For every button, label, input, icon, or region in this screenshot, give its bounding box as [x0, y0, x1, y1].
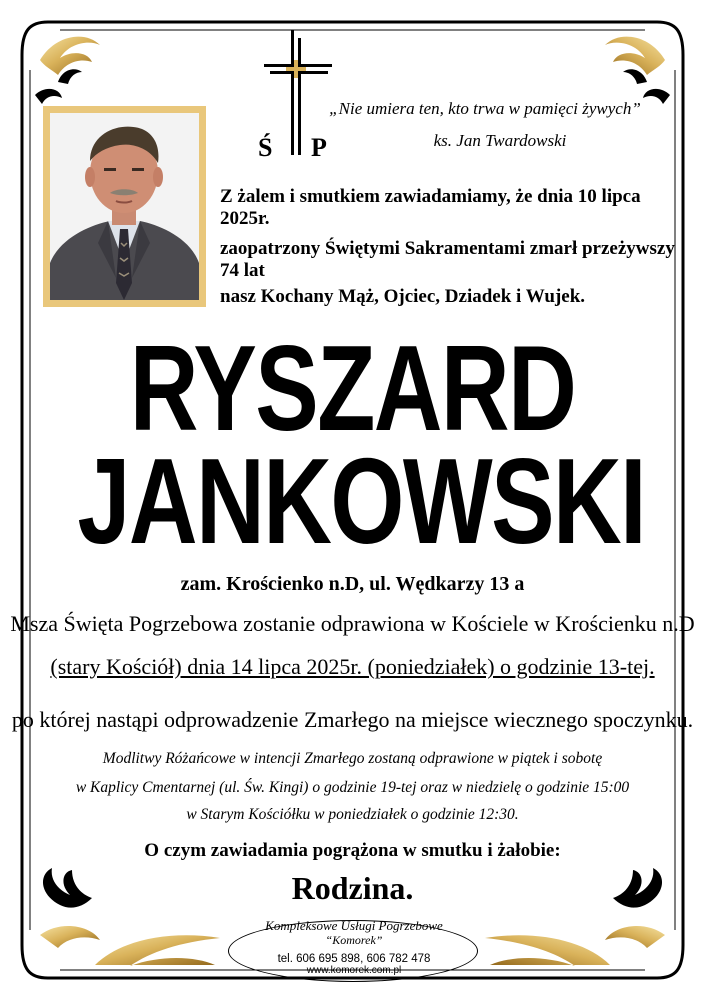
- letter-p: P: [311, 133, 327, 162]
- quote-author: ks. Jan Twardowski: [433, 131, 567, 150]
- company-tagline: Kompleksowe Usługi Pogrzebowe: [265, 918, 443, 933]
- family-signature: Rodzina.: [291, 870, 414, 906]
- deceased-first-name: RYSZARD: [129, 320, 576, 456]
- prayer-line-3: w Starym Kościółku w poniedziałek o godzinie 12:30.: [186, 806, 519, 823]
- deceased-address: zam. Krościenko n.D, ul. Wędkarzy 13 a: [180, 573, 525, 595]
- corner-ornament-top-right: [605, 37, 670, 104]
- funeral-line-1: Msza Święta Pogrzebowa zostanie odprawiona w Kościele w Krościenku n.D: [10, 611, 695, 636]
- company-website[interactable]: www.komorek.com.pl: [306, 965, 402, 976]
- letter-s: Ś: [258, 133, 273, 162]
- funeral-line-3: po której nastąpi odprowadzenie Zmarłego na miejsce wiecznego spoczynku.: [11, 707, 694, 732]
- closing-line: O czym zawiadamia pogrążona w smutku i żałobie:: [144, 840, 561, 861]
- portrait-photo: [50, 113, 199, 300]
- funeral-line-2: (stary Kościół) dnia 14 lipca 2025r. (poniedziałek) o godzinie 13-tej.: [50, 654, 655, 679]
- prayer-line-2: w Kaplicy Cmentarnej (ul. Św. Kingi) o godzinie 19-tej oraz w niedzielę o godzinie 15:00: [75, 779, 630, 796]
- portrait-frame: [43, 106, 206, 307]
- prayer-line-1: Modlitwy Różańcowe w intencji Zmarłego zostaną odprawione w piątek i sobotę: [102, 750, 603, 767]
- company-info: [240, 918, 468, 976]
- intro-line-1: Z żalem i smutkiem zawiadamiamy, że dnia 10 lipca 2025r.: [220, 186, 641, 229]
- intro-line-3: nasz Kochany Mąż, Ojciec, Dziadek i Wujek.: [220, 286, 586, 307]
- deceased-last-name: JANKOWSKI: [77, 433, 646, 569]
- intro-line-2: zaopatrzony Świętymi Sakramentami zmarł przeżywszy 74 lat: [220, 238, 675, 281]
- company-name: “Komorek”: [325, 933, 383, 947]
- quote-text: „Nie umiera ten, kto trwa w pamięci żywych”: [329, 99, 641, 118]
- company-phone: tel. 606 695 898, 606 782 478: [277, 953, 431, 965]
- corner-ornament-top-left: [35, 37, 100, 104]
